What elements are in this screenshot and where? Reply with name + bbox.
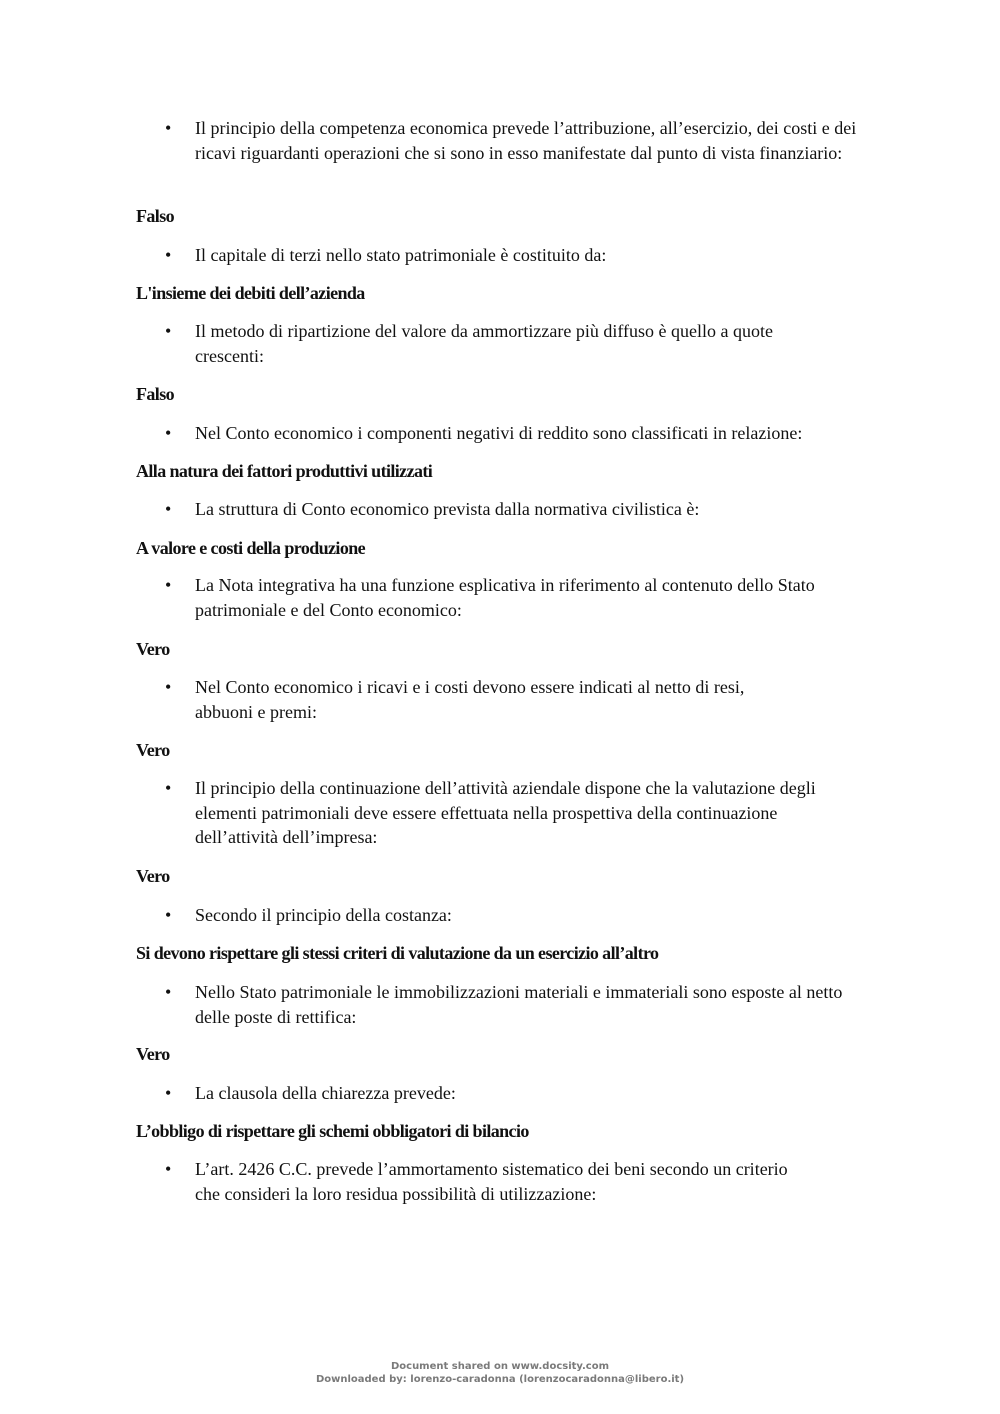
- answer-1: Falso: [136, 206, 175, 226]
- question-text: La clausola della chiarezza prevede:: [195, 1083, 456, 1103]
- answer-8: Vero: [136, 866, 170, 886]
- footer-shared-notice: Document shared on www.docsity.com: [390, 1361, 610, 1372]
- answer-6: Vero: [136, 639, 170, 659]
- answer-5: A valore e costi della produzione: [136, 538, 366, 558]
- question-3: [165, 319, 865, 368]
- question-text: La struttura di Conto economico prevista dalla normativa civilistica è:: [195, 499, 700, 519]
- question-text: L’art. 2426 C.C. prevede l’ammortamento sistematico dei beni secondo un criterio che consideri la loro residua possibilità di utilizzazione:: [195, 1159, 788, 1204]
- answer-3: Falso: [136, 384, 175, 404]
- question-text: Il metodo di ripartizione del valore da ammortizzare più diffuso è quello a quote crescenti:: [195, 321, 773, 366]
- answer-9: Si devono rispettare gli stessi criteri di valutazione da un esercizio all’altro: [136, 943, 659, 963]
- answer-10: Vero: [136, 1044, 170, 1064]
- answer-7: Vero: [136, 740, 170, 760]
- bullet: •: [165, 245, 172, 265]
- question-6: [165, 573, 865, 622]
- bullet: •: [165, 677, 172, 697]
- answer-2: L'insieme dei debiti dell’azienda: [136, 283, 365, 303]
- question-text: Secondo il principio della costanza:: [195, 905, 452, 925]
- question-text: Nel Conto economico i componenti negativi di reddito sono classificati in relazione:: [195, 423, 803, 443]
- question-8: [165, 776, 865, 850]
- bullet: •: [165, 118, 172, 138]
- question-text: Il principio della continuazione dell’attività aziendale dispone che la valutazione degli elementi patrimoniali deve essere effettuata nella prospettiva della continuazione dell’attività dell’impresa:: [195, 778, 816, 847]
- question-text: Nel Conto economico i ricavi e i costi devono essere indicati al netto di resi, abbuoni e premi:: [195, 677, 745, 722]
- question-5: [165, 497, 865, 522]
- bullet: •: [165, 321, 172, 341]
- bullet: •: [165, 778, 172, 798]
- bullet: •: [165, 905, 172, 925]
- question-text: La Nota integrativa ha una funzione esplicativa in riferimento al contenuto dello Stato patrimoniale e del Conto economico:: [195, 575, 815, 620]
- question-9: [165, 903, 865, 928]
- bullet: •: [165, 1083, 172, 1103]
- bullet: •: [165, 1159, 172, 1179]
- question-2: [165, 243, 865, 268]
- question-4: [165, 421, 895, 446]
- question-text: Nello Stato patrimoniale le immobilizzazioni materiali e immateriali sono esposte al netto delle poste di rettifica:: [195, 982, 843, 1027]
- bullet: •: [165, 982, 172, 1002]
- answer-11: L’obbligo di rispettare gli schemi obbligatori di bilancio: [136, 1121, 529, 1141]
- question-1: [165, 116, 865, 165]
- question-10: [165, 980, 865, 1029]
- bullet: •: [165, 499, 172, 519]
- question-11: [165, 1081, 865, 1106]
- footer-download-notice: Downloaded by: lorenzo-caradonna (lorenzocaradonna@libero.it): [315, 1374, 685, 1385]
- answer-4: Alla natura dei fattori produttivi utilizzati: [136, 461, 433, 481]
- bullet: •: [165, 423, 172, 443]
- question-text: Il principio della competenza economica prevede l’attribuzione, all’esercizio, dei costi e dei ricavi riguardanti operazioni che si sono in esso manifestate dal punto di vista finanziario:: [195, 118, 857, 163]
- question-7: [165, 675, 865, 724]
- bullet: •: [165, 575, 172, 595]
- question-12: [165, 1157, 865, 1206]
- question-text: Il capitale di terzi nello stato patrimoniale è costituito da:: [195, 245, 607, 265]
